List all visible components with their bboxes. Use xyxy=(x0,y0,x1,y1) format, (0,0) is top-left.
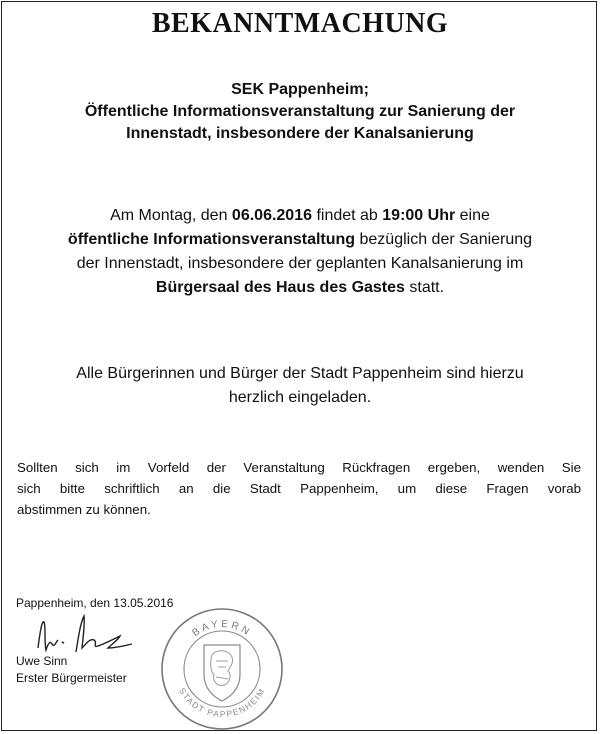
announcement-text: bezüglich der Sanierung xyxy=(355,231,533,248)
event-date: 06.06.2016 xyxy=(231,207,312,224)
svg-text:BAYERN: BAYERN xyxy=(190,618,254,640)
questions-paragraph xyxy=(17,457,581,520)
notice-title: BEKANNTMACHUNG xyxy=(151,8,449,39)
invitation-paragraph xyxy=(0,362,600,410)
announcement-line-3: der Innenstadt, insbesondere der geplanten Kanalsanierung im xyxy=(76,255,524,272)
announcement-text: statt. xyxy=(404,279,445,296)
questions-line: abstimmen zu können. xyxy=(17,502,151,517)
subject-line: SEK Pappenheim; xyxy=(231,81,369,98)
svg-text:STADT PAPPENHEIM: STADT PAPPENHEIM xyxy=(177,685,268,720)
announcement-line-4 xyxy=(0,276,600,300)
invitation-line: herzlich eingeladen. xyxy=(228,389,372,406)
signer-name: Uwe Sinn xyxy=(16,654,68,668)
signer-title: Erster Bürgermeister xyxy=(16,671,127,685)
notice-subject xyxy=(0,79,600,145)
subject-line: Öffentliche Informationsveranstaltung zur Sanierung der xyxy=(84,103,516,120)
subject-line: Innenstadt, insbesondere der Kanalsanierung xyxy=(126,125,474,142)
place-date: Pappenheim, den 13.05.2016 xyxy=(16,596,174,610)
announcement-line-1 xyxy=(0,204,600,228)
event-name: öffentliche Informationsveranstaltung xyxy=(67,231,356,248)
announcement-text: Am Montag, den xyxy=(110,207,232,224)
announcement-line-2 xyxy=(0,228,600,252)
questions-line: Sollten sich im Vorfeld der Veranstaltung Rückfragen ergeben, wenden Sie xyxy=(17,460,581,475)
questions-line: sich bitte schriftlich an die Stadt Pappenheim, um diese Fragen vorab xyxy=(17,481,581,496)
announcement-text: findet ab xyxy=(312,207,383,224)
announcement-paragraph xyxy=(0,204,600,300)
event-time: 19:00 Uhr xyxy=(382,207,456,224)
announcement-text: eine xyxy=(455,207,490,224)
signer-block xyxy=(16,653,127,687)
official-seal xyxy=(158,605,286,733)
invitation-line: Alle Bürgerinnen und Bürger der Stadt Pappenheim sind hierzu xyxy=(76,365,524,382)
event-venue: Bürgersaal des Haus des Gastes xyxy=(155,279,405,296)
